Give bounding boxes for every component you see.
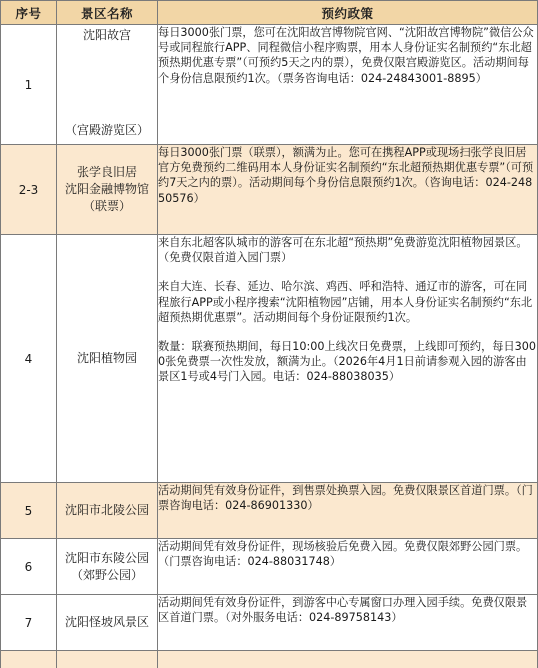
scenic-name-main: 张学良旧居 (76, 165, 137, 179)
row-index: 6 (1, 539, 57, 595)
policy-text: 活动期间凭有效身份证件，到游客中心专属窗口办理入园手续。免费仅限景区首道门票。（对外服务电话：024-89758143） (158, 595, 538, 651)
policy-paragraph: 来自大连、长春、延边、哈尔滨、鸡西、呼和浩特、通辽市的游客，可在同程旅行APP或小程序搜索“沈阳植物园”店铺，用本人身份证实名制预约“东北超预热期优惠票”。活动期间每个身份证限预约1次。 (158, 280, 533, 324)
scenic-name-sub: （联票） (82, 199, 131, 213)
table-row-partial (1, 651, 538, 668)
scenic-name-sub: （宫殿游览区） (64, 123, 149, 137)
scenic-name: 沈阳植物园 (57, 235, 158, 483)
table-row (1, 235, 538, 483)
header-scenic-name: 景区名称 (57, 1, 158, 25)
policy-text (158, 235, 538, 483)
scenic-name (57, 539, 158, 595)
row-index: 7 (1, 595, 57, 651)
row-index: 1 (1, 25, 57, 145)
table-row (1, 25, 538, 145)
scenic-name-second: 沈阳金融博物馆 (64, 182, 149, 196)
table-row (1, 539, 538, 595)
policy-text-empty (158, 651, 538, 668)
row-index: 4 (1, 235, 57, 483)
scenic-name (57, 145, 158, 235)
row-index-empty (1, 651, 57, 668)
policy-text: 活动期间凭有效身份证件，现场核验后免费入园。免费仅限郊野公园门票。（门票咨询电话：024-88031748） (158, 539, 538, 595)
table-row (1, 145, 538, 235)
row-index: 2-3 (1, 145, 57, 235)
policy-text: 每日3000张门票，您可在沈阳故宫博物院官网、“沈阳故宫博物院”微信公众号或同程旅行APP、同程微信小程序购票，用本人身份证实名制预约“东北超预热期优惠专票”（可预约5天之内的票），免费仅限宫殿游览区。活动期间每个身份信息限预约1次。（票务咨询电话：024-24843001-8895） (158, 25, 538, 145)
scenic-name (57, 25, 158, 145)
table-row (1, 483, 538, 539)
header-policy: 预约政策 (158, 1, 538, 25)
policy-paragraph: 数量：联赛预热期间，每日10:00上线次日免费票，上线即可预约，每日3000张免费票一次性发放，额满为止。（2026年4月1日前请参观入园的游客由景区1号或4号门入园。电话：024-88038035） (158, 340, 537, 384)
table-header-row (1, 1, 538, 25)
scenic-name-sub: （郊野公园） (70, 567, 143, 582)
policy-paragraph: 来自东北超客队城市的游客可在东北超“预热期”免费游览沈阳植物园景区。（免费仅限首道入园门票） (158, 236, 528, 265)
header-index: 序号 (1, 1, 57, 25)
row-index: 5 (1, 483, 57, 539)
scenic-name-main: 沈阳市东陵公园 (64, 550, 149, 565)
scenic-name: 沈阳市北陵公园 (57, 483, 158, 539)
scenic-name-main: 沈阳故宫 (82, 28, 131, 42)
scenic-name: 沈阳怪坡风景区 (57, 595, 158, 651)
table-row (1, 595, 538, 651)
policy-text: 每日3000张门票（联票），额满为止。您可在携程APP或现场扫张学良旧居官方免费预约二维码用本人身份证实名制预约“东北超预热期优惠专票”（可预约7天之内的票）。活动期间每个身份信息限预约1次。（咨询电话：024-24850576） (158, 145, 538, 235)
scenic-name-empty (57, 651, 158, 668)
policy-text: 活动期间凭有效身份证件，到售票处换票入园。免费仅限景区首道门票。（门票咨询电话：024-86901330） (158, 483, 538, 539)
